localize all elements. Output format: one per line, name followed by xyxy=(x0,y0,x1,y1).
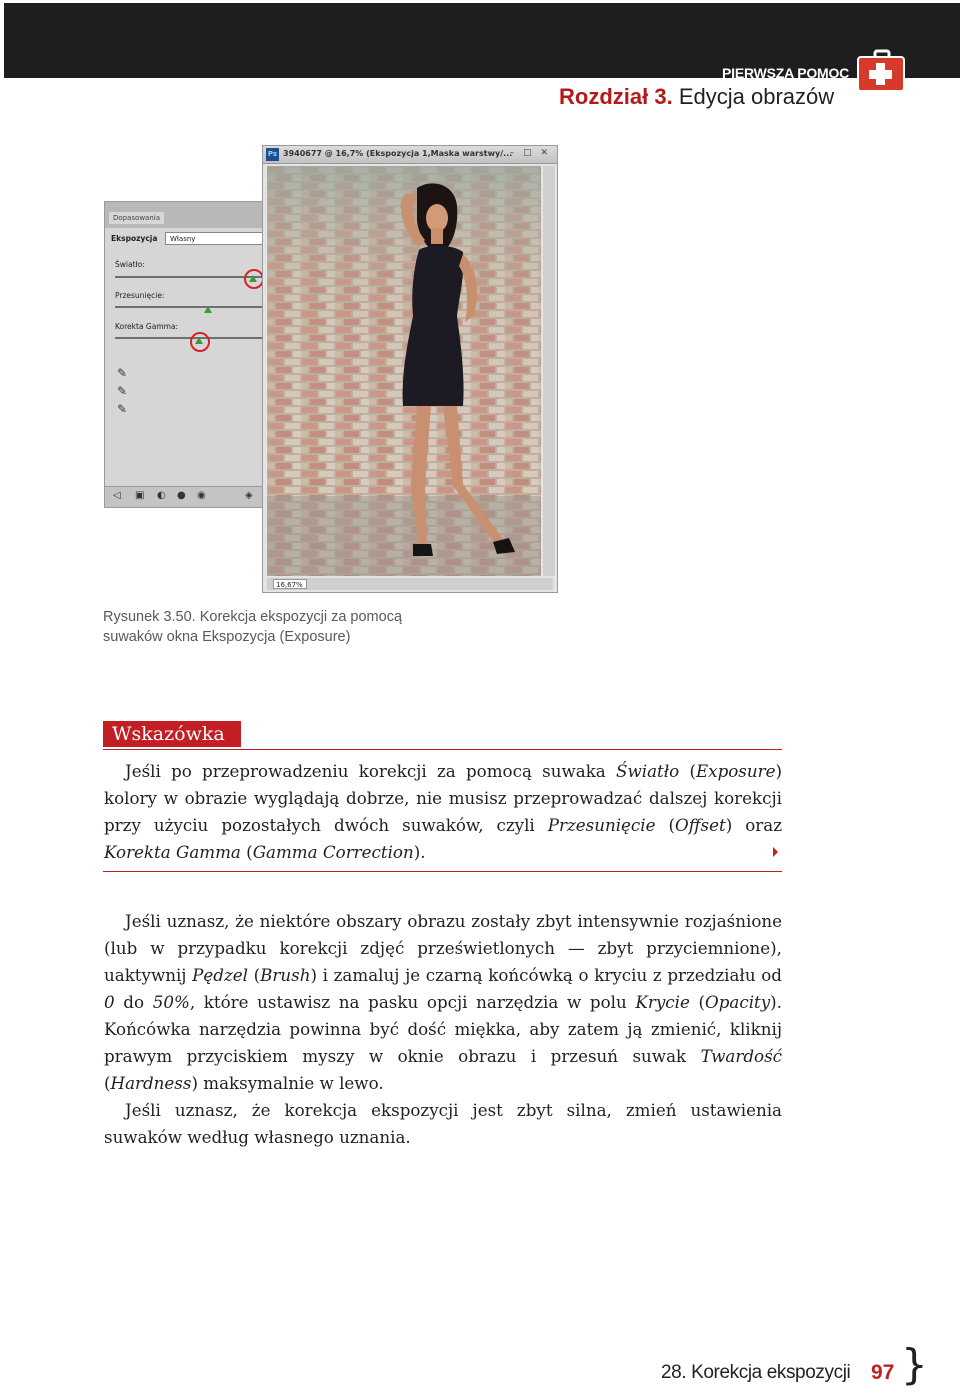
exposure-label: Światło: xyxy=(115,260,145,269)
tip-text: Jeśli po przeprowadzeniu korekcji za pomocą suwaka Światło (Exposure) kolory w obrazie wyglądają dobrze, nie musisz przeprowadzać dalszej korekcji przy użyciu pozostałych dwóch suwaków, czyli Przesunięcie (Offset) oraz Korekta Gamma (Gamma Correction). xyxy=(104,761,782,862)
chapter-number: 3. xyxy=(654,84,673,109)
body-paragraph: Jeśli uznasz, że niektóre obszary obrazu zostały zbyt intensywnie rozjaśnione (lub w przypadku korekcji zdjęć prześwietlonych — zbyt przyciemnione), uaktywnij Pędzel (Brush) i zamaluj je czarną końcówką o kryciu z przedziału od 0 do 50%, które ustawisz na pasku opcji narzędzia w polu Krycie (Opacity). Końcówka narzędzia powinna być dość miękka, aby zatem ją zmienić, kliknij prawym przyciskiem myszy w oknie obrazu i przesuń suwak Twardość (Hardness) maksymalnie w lewo. xyxy=(104,911,782,1093)
brace-ornament: } xyxy=(901,1340,928,1389)
window-titlebar[interactable] xyxy=(263,146,557,164)
photo-woman-brick-wall xyxy=(267,166,541,576)
vertical-scrollbar[interactable] xyxy=(543,166,555,576)
preset-value: Własny xyxy=(170,235,196,243)
page-number: 97 xyxy=(871,1361,895,1384)
offset-slider-thumb[interactable] xyxy=(204,306,212,313)
black-eyedropper-icon[interactable]: ✎ xyxy=(117,366,128,380)
clip-layer-icon[interactable]: ◐ xyxy=(157,490,166,501)
zoom-field[interactable]: 16,67% xyxy=(273,579,307,589)
window-statusbar xyxy=(267,578,553,590)
tip-end-marker xyxy=(773,847,778,857)
visibility-eye-icon[interactable]: ◉ xyxy=(197,490,206,501)
tip-bottom-rule xyxy=(103,871,782,872)
image-window xyxy=(262,145,558,593)
highlight-ring xyxy=(244,269,264,289)
photoshop-icon: Ps xyxy=(266,148,279,161)
figure-caption: Rysunek 3.50. Korekcja ekspozycji za pomocą suwaków okna Ekspozycja (Exposure) xyxy=(103,609,403,645)
series-label: PIERWSZA POMOC xyxy=(722,65,850,81)
tip-top-rule xyxy=(103,749,782,750)
offset-label: Przesunięcie: xyxy=(115,291,165,300)
body-paragraph: Jeśli uznasz, że korekcja ekspozycji jest zbyt silna, zmień ustawienia suwaków według własnego uznania. xyxy=(104,1100,782,1147)
first-aid-kit-icon xyxy=(855,49,905,93)
chapter-prefix: Rozdział xyxy=(559,84,649,109)
window-title: 3940677 @ 16,7% (Ekspozycja 1,Maska warstwy/... xyxy=(283,149,513,158)
body-text xyxy=(104,908,782,1151)
gray-eyedropper-icon[interactable]: ✎ xyxy=(117,384,128,398)
expanded-view-icon[interactable]: ▣ xyxy=(135,490,145,501)
panel-tab[interactable]: Dopasowania xyxy=(109,212,164,224)
white-eyedropper-icon[interactable]: ✎ xyxy=(117,402,128,416)
view-previous-icon[interactable]: ◈ xyxy=(245,490,253,501)
highlight-ring xyxy=(190,332,210,352)
chapter-title xyxy=(559,84,834,110)
window-controls[interactable]: – □ ✕ xyxy=(509,148,551,158)
footer-section-title: 28. Korekcja ekspozycji xyxy=(661,1362,851,1383)
back-arrow-icon[interactable]: ◁ xyxy=(113,490,121,501)
chapter-name: Edycja obrazów xyxy=(678,84,835,109)
mask-icon[interactable]: ● xyxy=(177,490,186,501)
panel-section-label: Ekspozycja xyxy=(111,234,158,243)
gamma-label: Korekta Gamma: xyxy=(115,322,179,331)
tip-label: Wskazówka xyxy=(103,721,241,747)
